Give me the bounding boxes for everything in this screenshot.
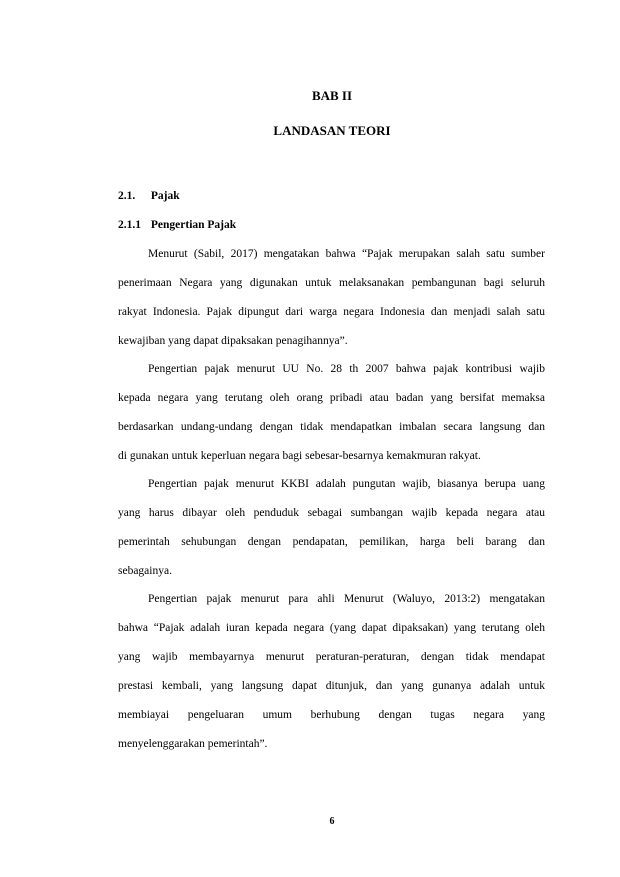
paragraph (118, 470, 545, 586)
paragraph (118, 355, 545, 471)
paragraph-line: Pengertian pajak menurut KKBI adalah pungutan wajib, biasanya berupa uang (148, 478, 545, 490)
chapter-label: BAB II (311, 88, 353, 103)
paragraph-line: yang harus dibayar oleh penduduk sebagai sumbangan wajib kepada negara atau (118, 507, 545, 519)
section-title: Pajak (150, 190, 180, 202)
paragraph-line: kewajiban yang dapat dipaksakan penagihannya”. (118, 335, 348, 347)
paragraph-line: rakyat Indonesia. Pajak dipungut dari warga negara Indonesia dan menjadi salah satu (118, 306, 545, 318)
section-heading (118, 190, 180, 202)
chapter-title: LANDASAN TEORI (273, 123, 391, 138)
paragraph-line: menyelenggarakan pemerintah”. (118, 738, 268, 750)
paragraph-line: pemerintah sehubungan dengan pendapatan, pemilikan, harga beli barang dan (118, 536, 545, 548)
paragraph-line: sebagainya. (118, 565, 172, 577)
paragraph-line: yang wajib membayarnya menurut peraturan-peraturan, dengan tidak mendapat (118, 651, 545, 663)
paragraph-line: penerimaan Negara yang digunakan untuk melaksanakan pembangunan bagi seluruh (118, 277, 545, 289)
subsection-heading (118, 219, 236, 231)
paragraph (118, 585, 545, 759)
subsection-number: 2.1.1 (118, 219, 141, 231)
paragraph-line: Menurut (Sabil, 2017) mengatakan bahwa “Pajak merupakan salah satu sumber (148, 248, 545, 260)
paragraph-line: di gunakan untuk keperluan negara bagi sebesar-besarnya kemakmuran rakyat. (118, 450, 481, 462)
paragraph-line: membiayai pengeluaran umum berhubung dengan tugas negara yang (118, 709, 545, 721)
paragraph-line: kepada negara yang terutang oleh orang pribadi atau badan yang bersifat memaksa (118, 392, 545, 404)
paragraph-line: berdasarkan undang-undang dengan tidak mendapatkan imbalan secara langsung dan (118, 421, 545, 433)
paragraph-line: prestasi kembali, yang langsung dapat ditunjuk, dan yang gunanya adalah untuk (118, 680, 545, 692)
paragraph-line: Pengertian pajak menurut UU No. 28 th 2007 bahwa pajak kontribusi wajib (148, 363, 545, 375)
section-number: 2.1. (118, 190, 136, 202)
paragraph-line: Pengertian pajak menurut para ahli Menurut (Waluyo, 2013:2) mengatakan (148, 593, 545, 605)
paragraph (118, 240, 545, 356)
subsection-title: Pengertian Pajak (150, 219, 237, 231)
paragraph-line: bahwa “Pajak adalah iuran kepada negara (yang dapat dipaksakan) yang terutang oleh (118, 622, 545, 634)
page-number: 6 (329, 816, 335, 827)
